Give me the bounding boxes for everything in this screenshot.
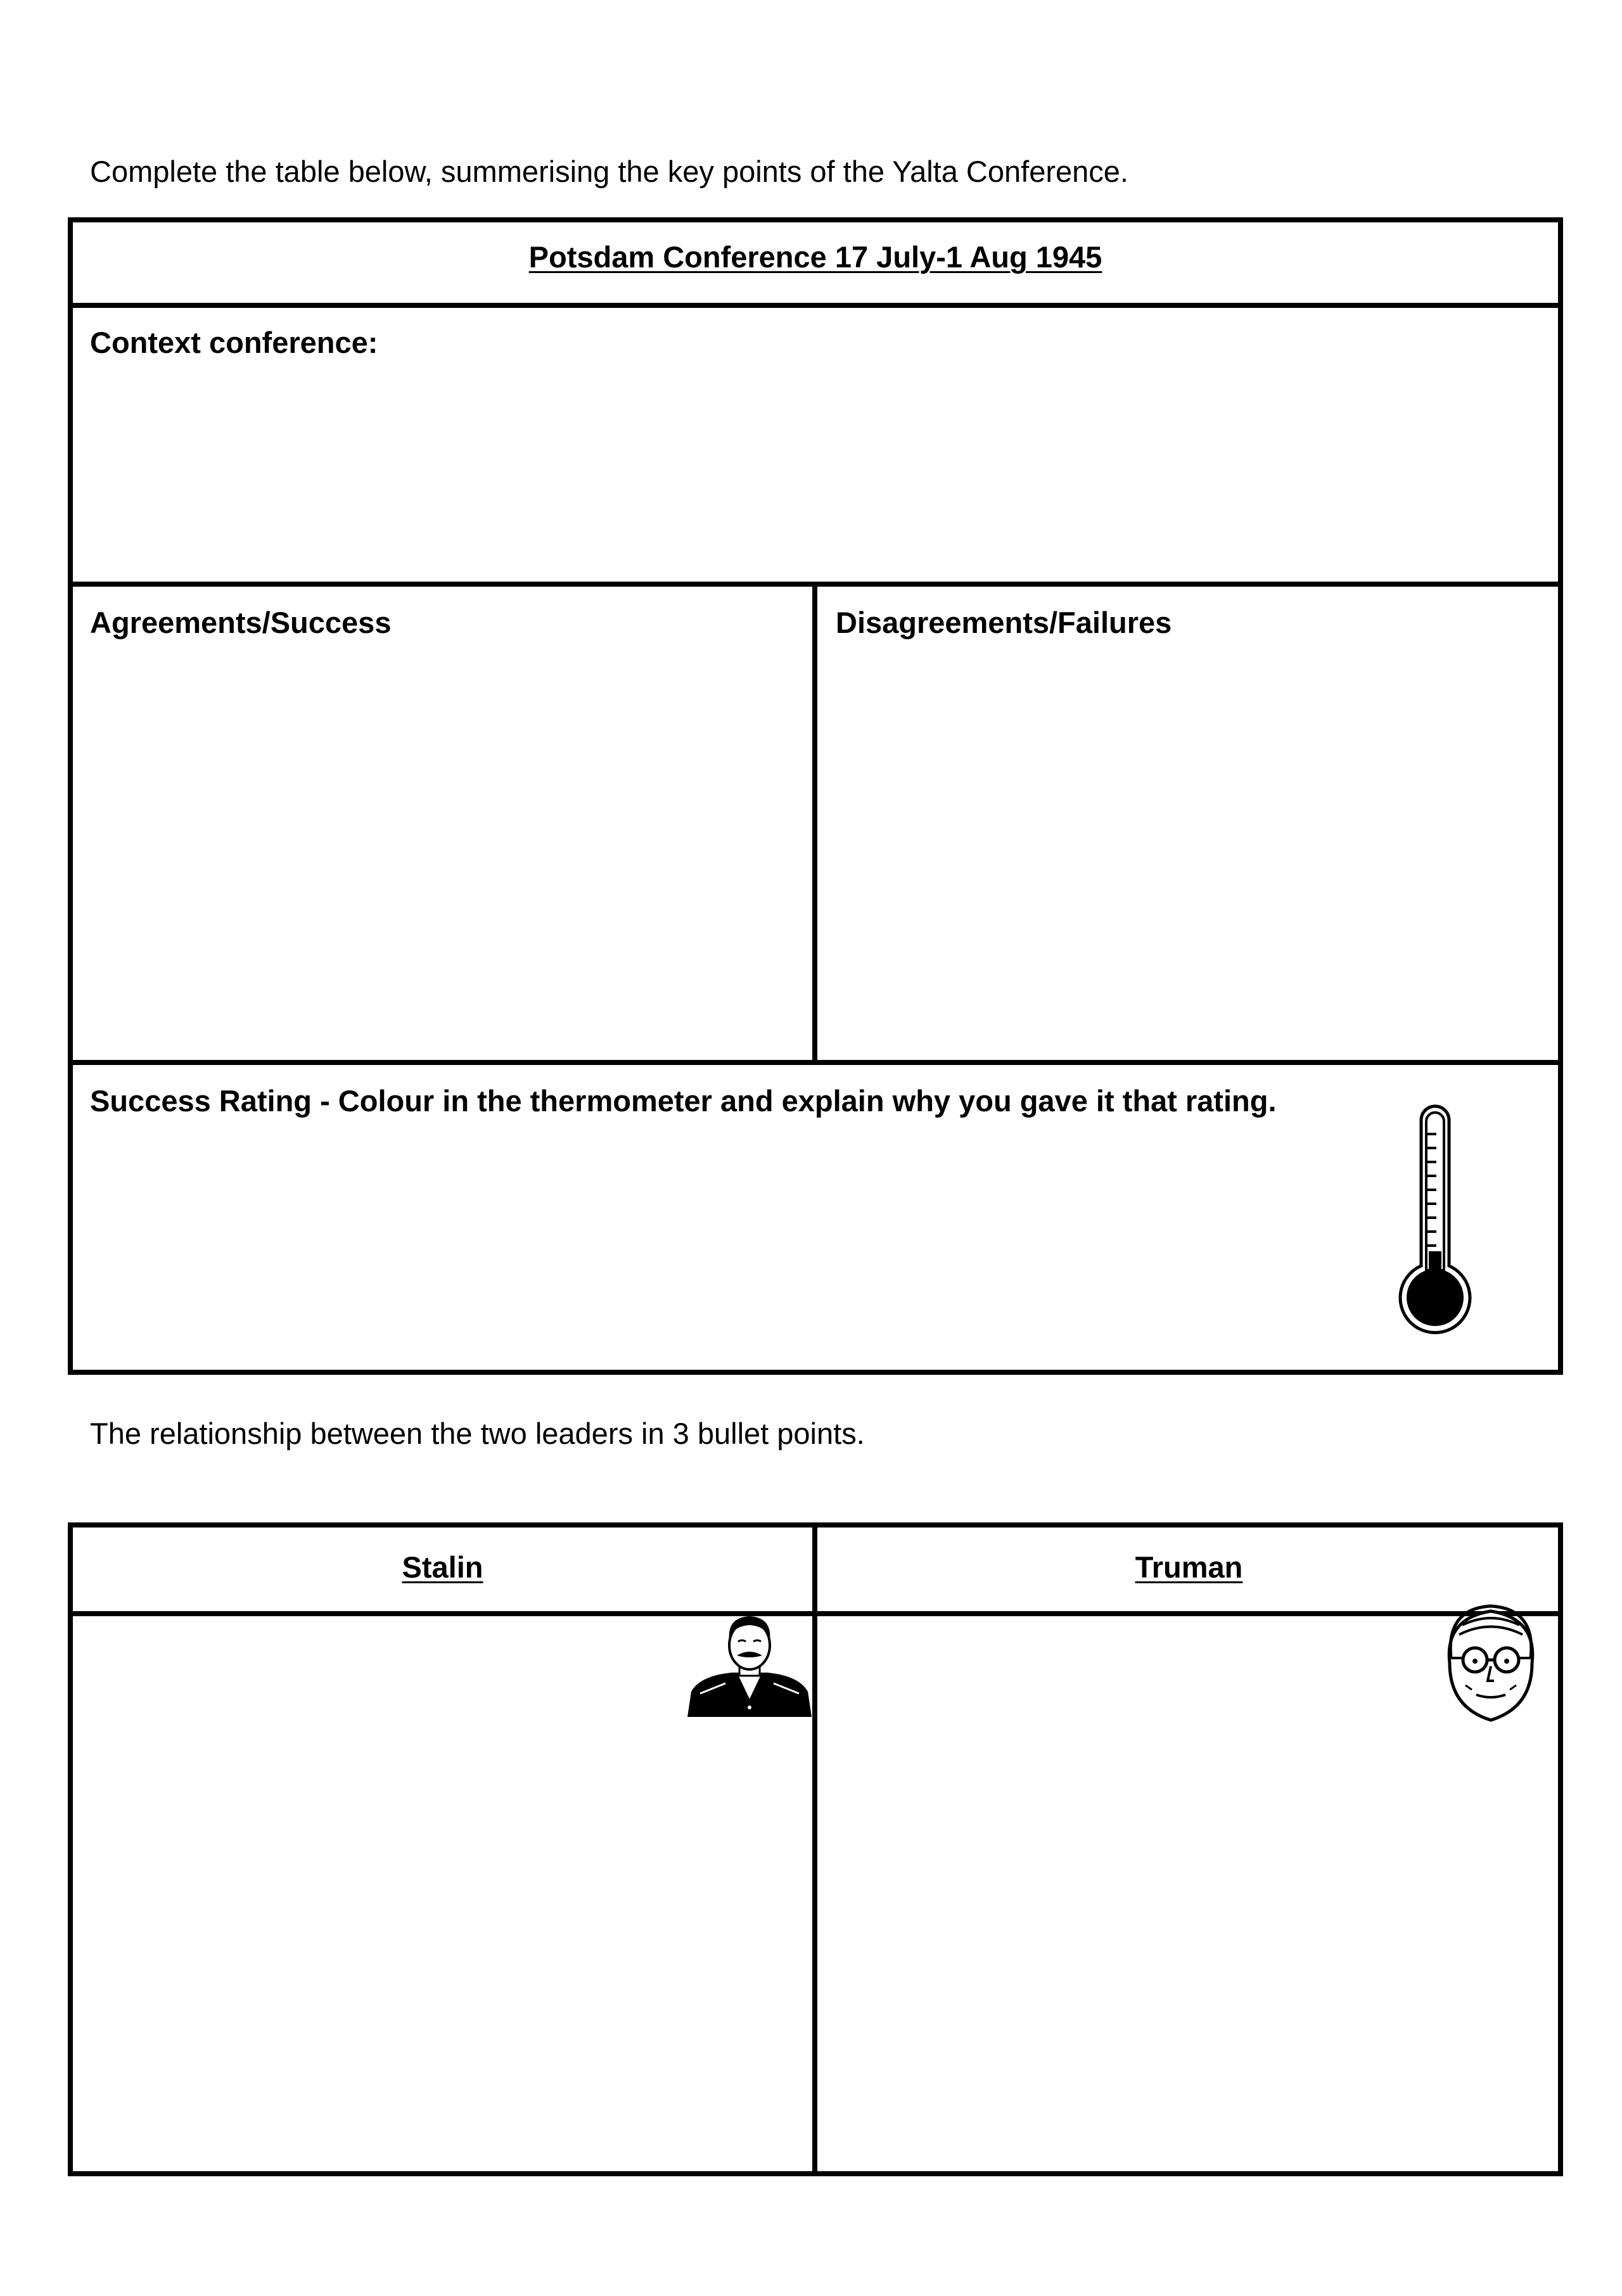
agreements-answer-area[interactable]	[73, 646, 810, 1058]
context-answer-area[interactable]	[73, 367, 1558, 580]
thermometer-icon[interactable]	[1391, 1096, 1479, 1343]
rating-answer-area[interactable]	[73, 1128, 1372, 1368]
instruction-middle: The relationship between the two leaders in 3 bullet points.	[90, 1417, 865, 1450]
rating-label: Success Rating - Colour in the thermometer and explain why you gave it that rating.	[90, 1084, 1277, 1118]
truman-portrait-icon	[1437, 1600, 1545, 1730]
divider	[812, 1522, 817, 2176]
truman-header: Truman	[1135, 1550, 1243, 1584]
table-title: Potsdam Conference 17 July-1 Aug 1945	[528, 240, 1102, 274]
disagreements-label: Disagreements/Failures	[836, 606, 1172, 639]
disagreements-answer-area[interactable]	[821, 646, 1558, 1058]
stalin-header: Stalin	[402, 1550, 483, 1584]
stalin-portrait-icon	[687, 1612, 812, 1717]
divider	[68, 303, 1563, 308]
context-label: Context conference:	[90, 326, 378, 359]
instruction-top: Complete the table below, summerising the key points of the Yalta Conference.	[90, 155, 1128, 188]
divider	[68, 1060, 1563, 1065]
divider	[68, 1611, 1563, 1616]
agreements-label: Agreements/Success	[90, 606, 392, 639]
divider	[812, 582, 817, 1065]
